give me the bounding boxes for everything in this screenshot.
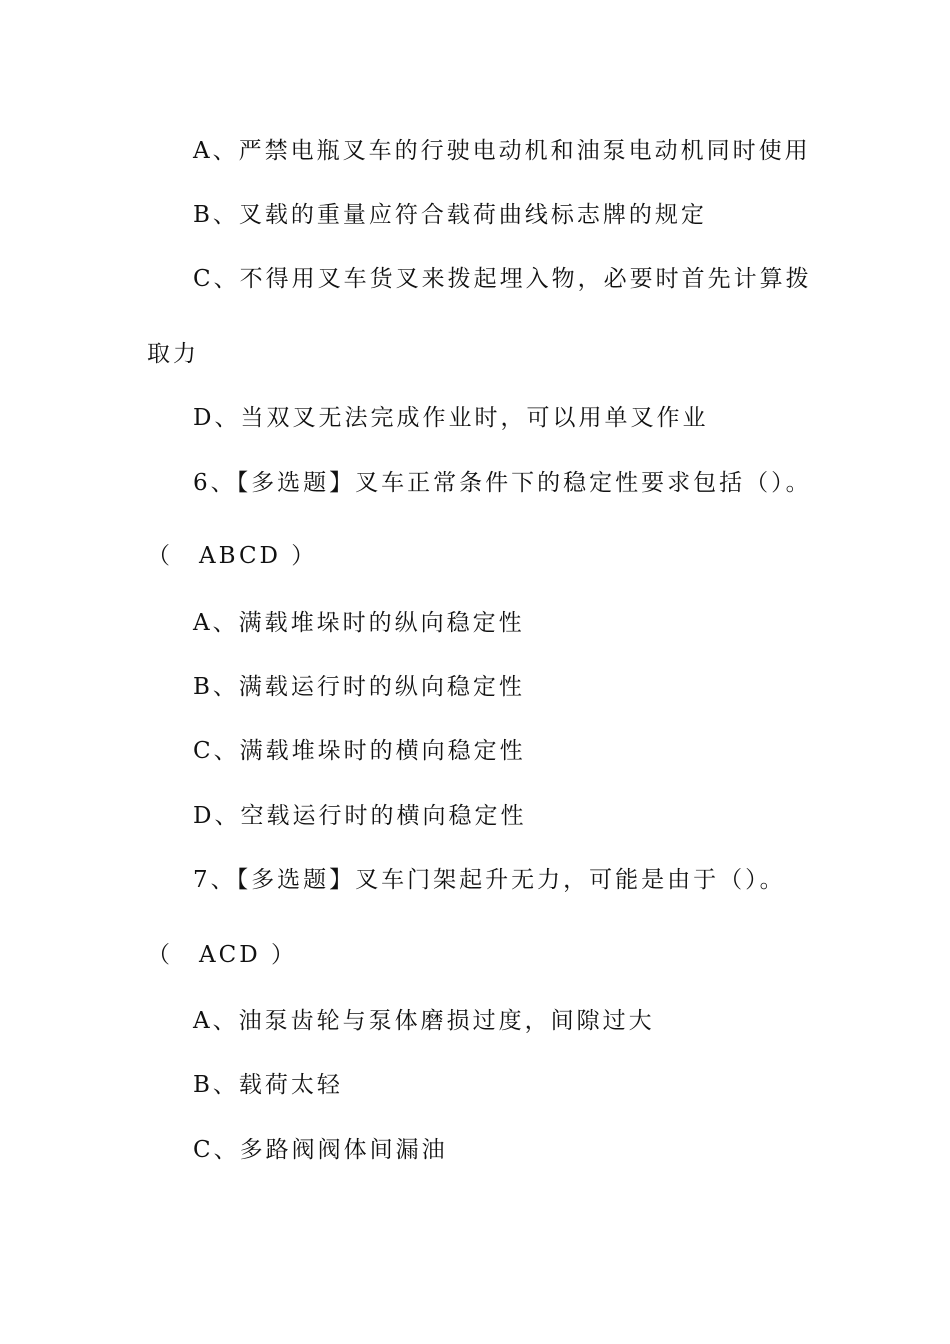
option-c-q7: C、多路阀阀体间漏油 bbox=[193, 1137, 448, 1163]
option-c-q6: C、满载堆垛时的横向稳定性 bbox=[193, 738, 526, 764]
option-c-q5-continued: 取力 bbox=[147, 341, 199, 367]
answer-q6: （ ABCD ） bbox=[147, 543, 318, 569]
option-b-q6: B、满载运行时的纵向稳定性 bbox=[193, 674, 525, 700]
question-6: 6、【多选题】叉车正常条件下的稳定性要求包括（）。 bbox=[193, 470, 812, 496]
option-d-q5: D、当双叉无法完成作业时，可以用单叉作业 bbox=[193, 405, 709, 431]
option-b-q7: B、载荷太轻 bbox=[193, 1072, 343, 1098]
option-c-q5: C、不得用叉车货叉来拨起埋入物，必要时首先计算拨 bbox=[193, 266, 812, 292]
option-a-q7: A、油泵齿轮与泵体磨损过度，间隙过大 bbox=[193, 1008, 655, 1034]
question-7: 7、【多选题】叉车门架起升无力，可能是由于（）。 bbox=[193, 867, 786, 893]
option-a-q6: A、满载堆垛时的纵向稳定性 bbox=[193, 610, 525, 636]
answer-q7: （ ACD ） bbox=[147, 942, 297, 968]
option-a-q5: A、严禁电瓶叉车的行驶电动机和油泵电动机同时使用 bbox=[193, 138, 811, 164]
option-d-q6: D、空载运行时的横向稳定性 bbox=[193, 803, 527, 829]
option-b-q5: B、叉载的重量应符合载荷曲线标志牌的规定 bbox=[193, 202, 707, 228]
